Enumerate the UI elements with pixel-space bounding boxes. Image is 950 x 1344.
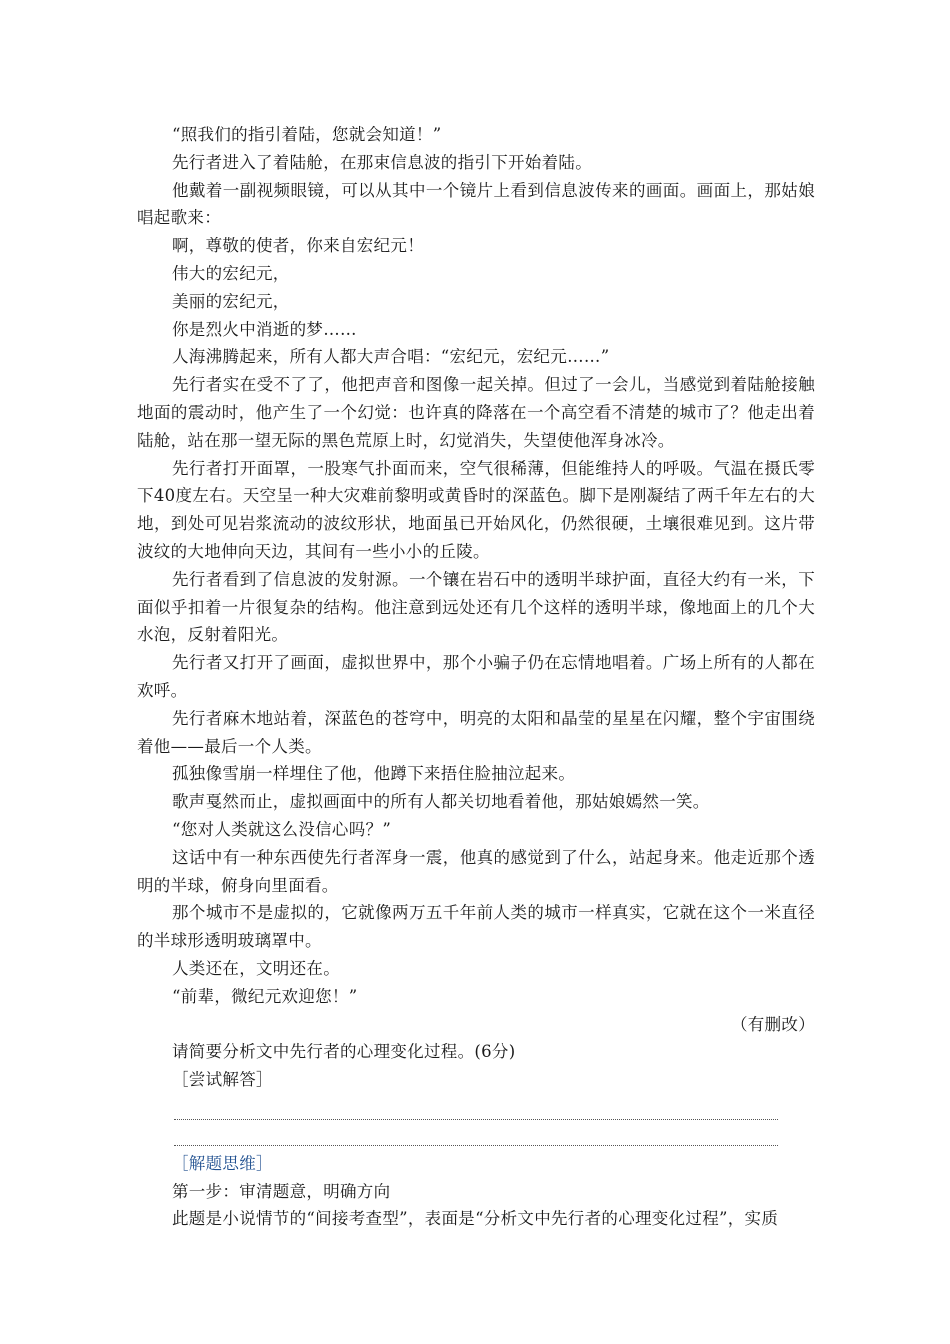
paragraph: 这话中有一种东西使先行者浑身一震，他真的感觉到了什么，站起身来。他走近那个透明的半球，俯身向里面看。: [137, 847, 815, 895]
song-line: 你是烈火中消逝的梦……: [172, 319, 357, 339]
paragraph: 那个城市不是虚拟的，它就像两万五千年前人类的城市一样真实，它就在这个一米直径的半球形透明玻璃罩中。: [137, 903, 815, 951]
answer-lines: [174, 1119, 815, 1146]
answer-line: [174, 1145, 778, 1146]
paragraph: 人类还在，文明还在。: [172, 958, 340, 978]
song-line: 伟大的宏纪元，: [172, 263, 290, 283]
paragraph: 先行者实在受不了了，他把声音和图像一起关掉。但过了一会儿，当感觉到着陆舱接触地面的震动时，他产生了一个幻觉：也许真的降落在一个高空看不清楚的城市了？他走出着陆舱，站在那一望无际的黑色荒原上时，幻觉消失，失望使他浑身冰冷。: [137, 375, 815, 450]
paragraph: 先行者麻木地站着，深蓝色的苍穹中，明亮的太阳和晶莹的星星在闪耀，整个宇宙围绕着他——最后一个人类。: [137, 708, 815, 756]
answer-line: [174, 1119, 778, 1120]
paragraph: 歌声戛然而止，虚拟画面中的所有人都关切地看着他，那姑娘嫣然一笑。: [172, 792, 710, 812]
paragraph: 先行者又打开了画面，虚拟世界中，那个小骗子仍在忘情地唱着。广场上所有的人都在欢呼。: [137, 653, 815, 700]
step-heading: 第一步：审清题意，明确方向: [172, 1181, 391, 1201]
paragraph: 人海沸腾起来，所有人都大声合唱：“宏纪元，宏纪元……”: [172, 347, 610, 367]
question-text: 请简要分析文中先行者的心理变化过程。(6分): [172, 1042, 516, 1062]
try-answer-label: ［尝试解答］: [172, 1070, 273, 1090]
paragraph: 此题是小说情节的“间接考查型”，表面是“分析文中先行者的心理变化过程”，实质: [172, 1209, 779, 1229]
source-note: （有删改）: [731, 1014, 815, 1034]
song-line: 美丽的宏纪元，: [172, 291, 290, 311]
paragraph: 他戴着一副视频眼镜，可以从其中一个镜片上看到信息波传来的画面。画面上，那姑娘唱起歌来：: [137, 180, 815, 228]
paragraph: 孤独像雪崩一样埋住了他，他蹲下来捂住脸抽泣起来。: [172, 764, 576, 784]
thinking-label: ［解题思维］: [172, 1153, 273, 1173]
paragraph: 先行者看到了信息波的发射源。一个镶在岩石中的透明半球护面，直径大约有一米，下面似乎扣着一片很复杂的结构。他注意到远处还有几个这样的透明半球，像地面上的几个大水泡，反射着阳光。: [137, 569, 815, 645]
paragraph: 先行者打开面罩，一股寒气扑面而来，空气很稀薄，但能维持人的呼吸。气温在摄氏零下40度左右。天空呈一种大灾难前黎明或黄昏时的深蓝色。脚下是刚凝结了两千年左右的大地，到处可见岩浆流动的波纹形状，地面虽已开始风化，仍然很硬，土壤很难见到。这片带波纹的大地伸向天边，其间有一些小小的丘陵。: [137, 458, 815, 561]
paragraph: “前辈，微纪元欢迎您！”: [172, 986, 358, 1006]
paragraph: “照我们的指引着陆，您就会知道！”: [172, 125, 442, 144]
paragraph: “您对人类就这么没信心吗？”: [172, 819, 392, 839]
song-line: 啊，尊敬的使者，你来自宏纪元！: [172, 236, 424, 256]
article-body: [137, 121, 815, 1233]
paragraph: 先行者进入了着陆舱，在那束信息波的指引下开始着陆。: [172, 152, 592, 172]
